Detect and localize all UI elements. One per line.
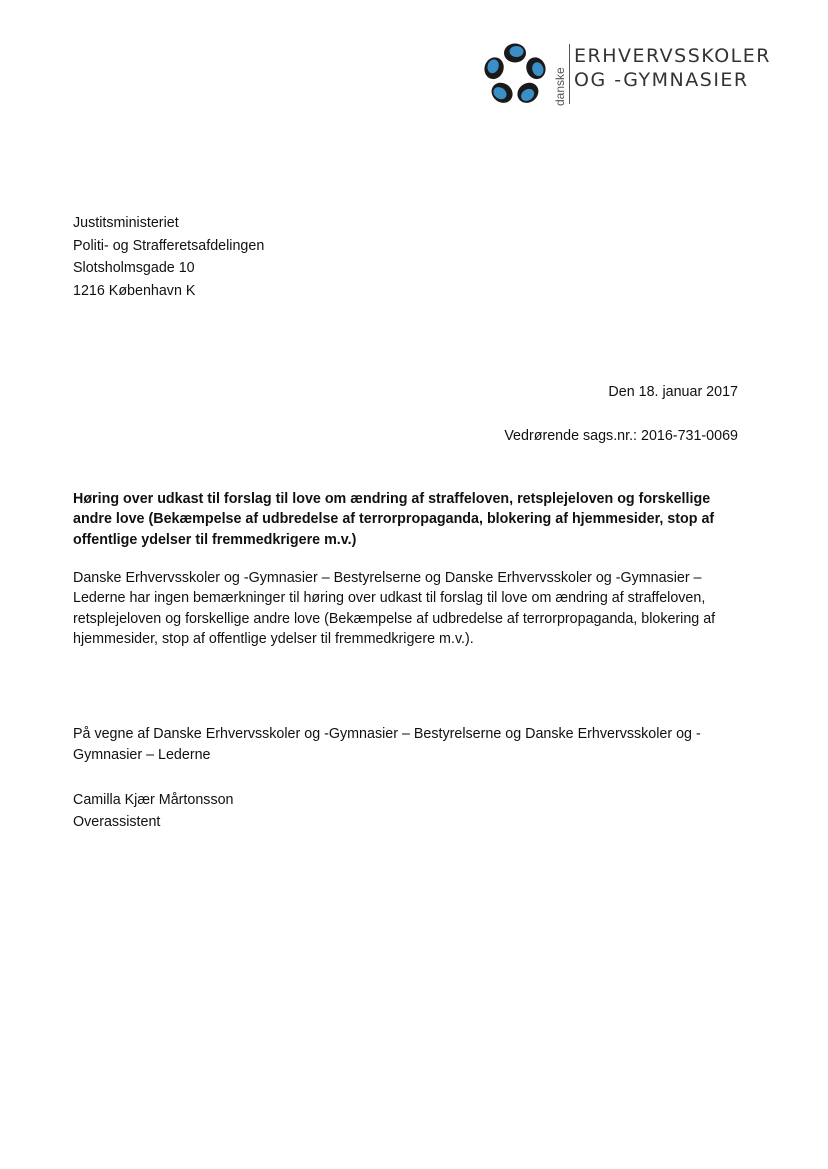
signer-name: Camilla Kjær Mårtonsson: [73, 792, 234, 808]
flower-logo-icon: [480, 40, 550, 110]
logo-divider: [569, 44, 570, 104]
logo-danske-text: danske: [553, 67, 567, 106]
letter-subject: Høring over udkast til forslag til love om ændring af straffeloven, retsplejeloven og forskellige andre love (Bekæmpelse af udbredelse af terrorpropaganda, blokering af hjemmesider, stop af offentlige ydelser til fremmedkrigere m.v.): [73, 491, 715, 548]
letter-body: Danske Erhvervsskoler og -Gymnasier – Bestyrelserne og Danske Erhvervsskoler og -Gymnasier – Lederne har ingen bemærkninger til høring over udkast til forslag til love om ændring af straffeloven, retsplejeloven og forskellige andre love (Bekæmpelse af udbredelse af terrorpropaganda, blokering af hjemmesider, stop af offentlige ydelser til fremmedkrigere m.v.).: [73, 570, 716, 647]
recipient-line-2: Politi- og Strafferetsafdelingen: [73, 237, 265, 254]
logo-name-line2: OG -GYMNASIER: [574, 69, 749, 91]
letter-closing: På vegne af Danske Erhvervsskoler og -Gymnasier – Bestyrelserne og Danske Erhvervsskoler og -Gymnasier – Lederne: [73, 726, 701, 763]
recipient-address: [73, 212, 264, 302]
logo-name-line1: ERHVERVSSKOLER: [574, 45, 771, 67]
signature-block: [73, 790, 234, 833]
recipient-line-4: 1216 København K: [73, 282, 196, 299]
recipient-line-1: Justitsministeriet: [73, 215, 179, 231]
logo-petal-inner: [510, 46, 524, 57]
organization-logo: [480, 40, 771, 110]
case-reference: Vedrørende sags.nr.: 2016-731-0069: [504, 428, 738, 444]
letter-date: Den 18. januar 2017: [608, 384, 738, 400]
recipient-line-3: Slotsholmsgade 10: [73, 260, 195, 276]
signer-title: Overassistent: [73, 813, 161, 830]
